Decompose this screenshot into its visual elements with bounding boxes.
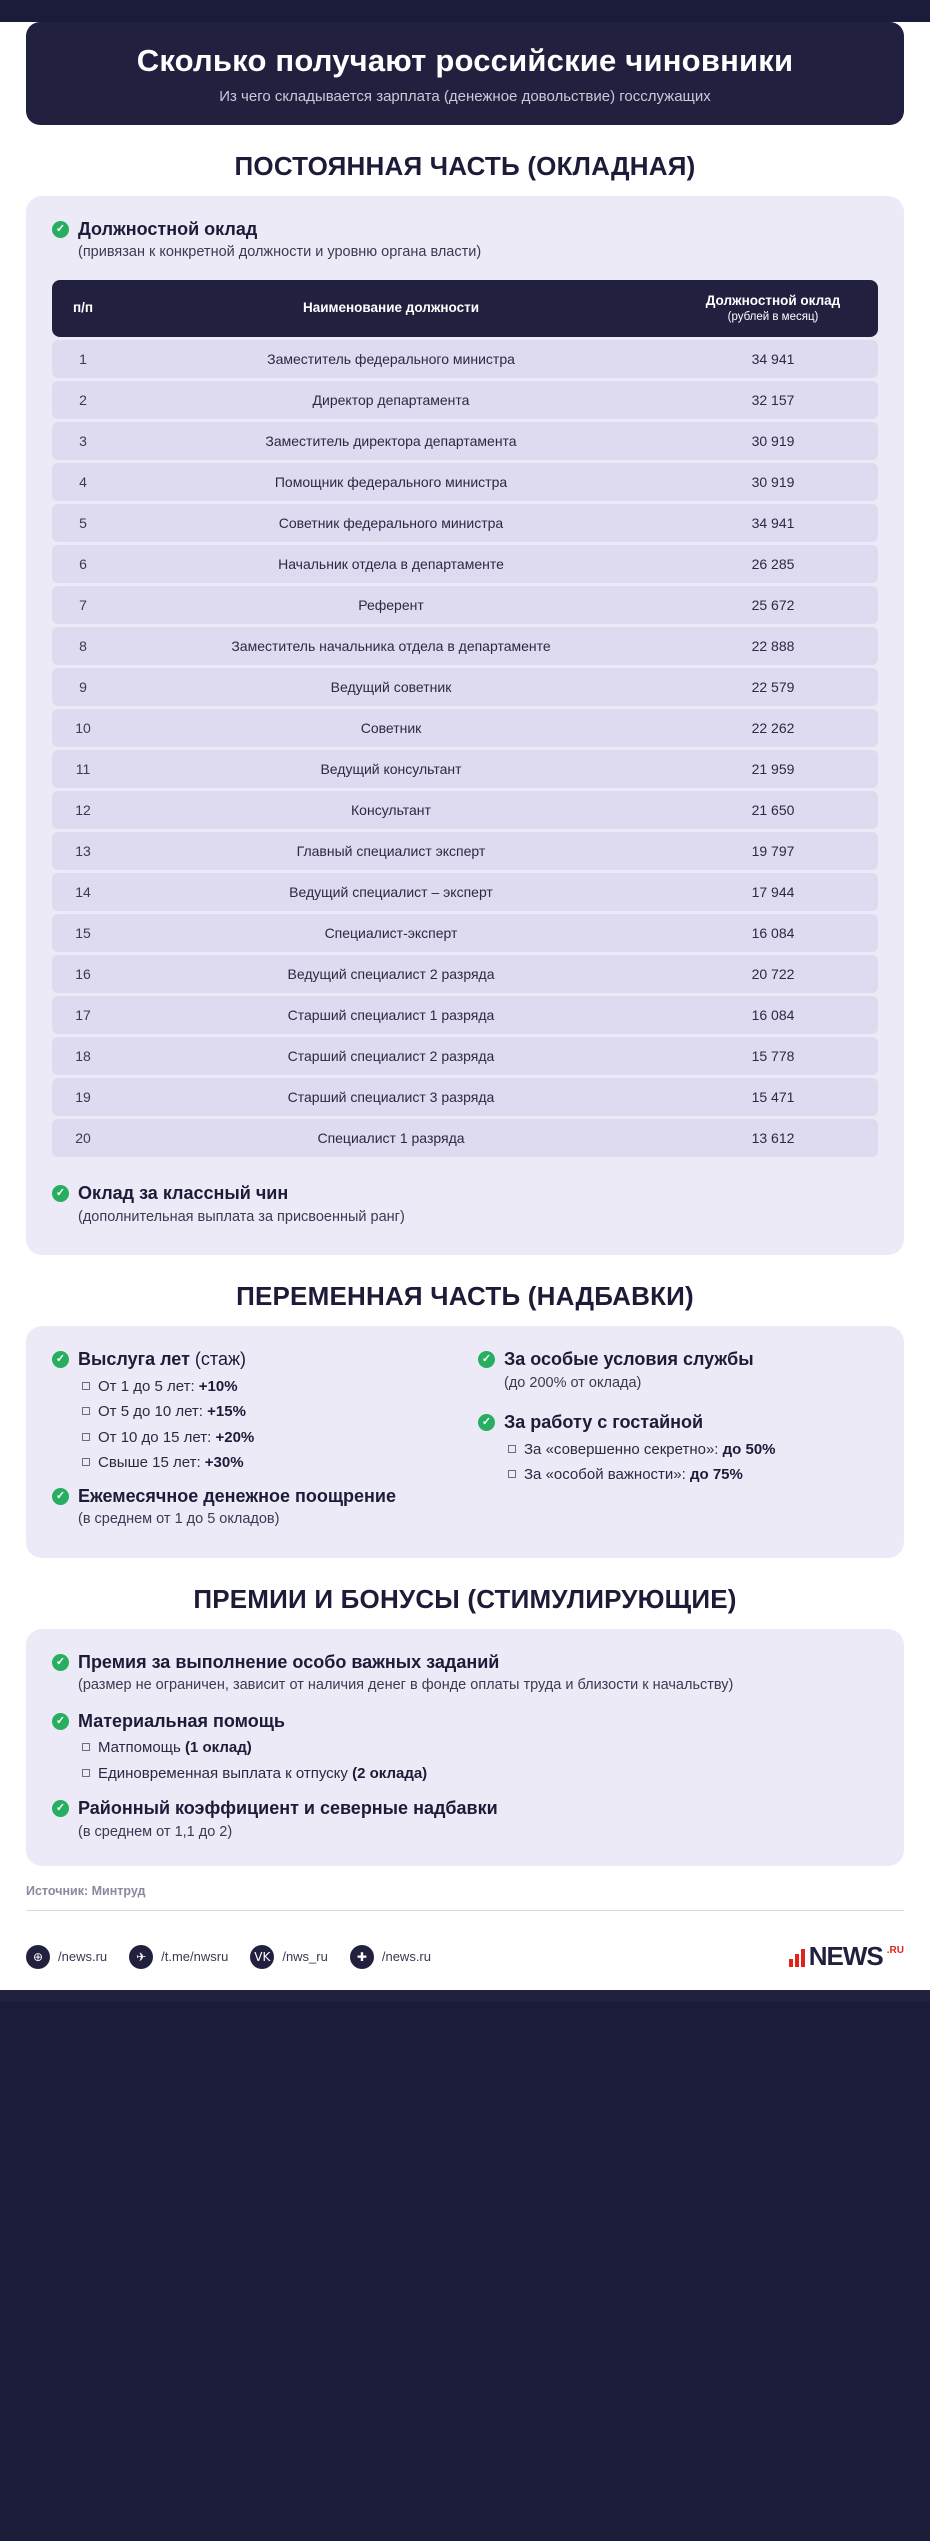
telegram-icon: ✈: [129, 1945, 153, 1969]
cell-name: Старший специалист 1 разряда: [114, 996, 668, 1034]
square-bullet-icon: [82, 1407, 90, 1415]
cell-name: Заместитель директора департамента: [114, 422, 668, 460]
social-label: /nws_ru: [282, 1949, 328, 1965]
square-bullet-icon: [82, 1433, 90, 1441]
check-icon: ✓: [52, 1185, 69, 1202]
panel-constant-part: [26, 196, 904, 1255]
check-icon: ✓: [478, 1351, 495, 1368]
page-footer: [0, 1925, 930, 1990]
cell-num: 1: [52, 340, 114, 378]
cell-name: Старший специалист 3 разряда: [114, 1078, 668, 1116]
cell-salary: 21 650: [668, 791, 878, 829]
square-bullet-icon: [82, 1458, 90, 1466]
cell-num: 9: [52, 668, 114, 706]
item-note: (в среднем от 1,1 до 2): [78, 1823, 233, 1840]
col-header-num: п/п: [52, 280, 114, 337]
cell-num: 19: [52, 1078, 114, 1116]
bullet-item: От 10 до 15 лет: +20%: [82, 1428, 452, 1448]
cell-salary: 17 944: [668, 873, 878, 911]
check-icon: ✓: [52, 1713, 69, 1730]
cell-salary: 30 919: [668, 422, 878, 460]
item-title: Материальная помощь: [78, 1710, 285, 1731]
cell-num: 4: [52, 463, 114, 501]
cell-name: Директор департамента: [114, 381, 668, 419]
table-row: [52, 504, 878, 542]
section-title-constant: ПОСТОЯННАЯ ЧАСТЬ (ОКЛАДНАЯ): [234, 150, 696, 181]
item-note: (в среднем от 1 до 5 окладов): [78, 1511, 280, 1528]
item-note: (размер не ограничен, зависит от наличия денег в фонде оплаты труда и близости к начальству): [78, 1677, 734, 1694]
cell-num: 6: [52, 545, 114, 583]
check-icon: ✓: [52, 1488, 69, 1505]
variable-column-right: [478, 1348, 878, 1534]
item-title: Районный коэффициент и северные надбавки: [78, 1798, 498, 1819]
cell-name: Ведущий специалист – эксперт: [114, 873, 668, 911]
check-icon: ✓: [52, 1351, 69, 1368]
square-bullet-icon: [82, 1382, 90, 1390]
social-label: /news.ru: [58, 1949, 108, 1965]
cell-num: 18: [52, 1037, 114, 1075]
cell-num: 2: [52, 381, 114, 419]
cell-name: Специалист 1 разряда: [114, 1119, 668, 1157]
bullet-item: Свыше 15 лет: +30%: [82, 1453, 452, 1473]
cell-salary: 25 672: [668, 586, 878, 624]
col-header-salary-main: Должностной оклад: [705, 292, 841, 308]
table-row: [52, 545, 878, 583]
cell-num: 10: [52, 709, 114, 747]
cell-name: Ведущий консультант: [114, 750, 668, 788]
item-special-tasks-premium: [52, 1651, 878, 1696]
check-icon: ✓: [52, 221, 69, 238]
item-title: Должностной оклад: [78, 218, 258, 239]
table-row: [52, 996, 878, 1034]
item-title: Оклад за классный чин: [78, 1183, 289, 1204]
cell-name: Ведущий советник: [114, 668, 668, 706]
bullet-item: За «особой важности»: до 75%: [508, 1465, 878, 1485]
cell-salary: 26 285: [668, 545, 878, 583]
brand-logo: [789, 1941, 904, 1972]
table-row: [52, 955, 878, 993]
cell-salary: 15 778: [668, 1037, 878, 1075]
cell-salary: 20 722: [668, 955, 878, 993]
cell-name: Специалист-эксперт: [114, 914, 668, 952]
bottom-bar: [0, 1990, 930, 2002]
footer-divider: [26, 1910, 904, 1911]
square-bullet-icon: [508, 1445, 516, 1453]
cell-salary: 15 471: [668, 1078, 878, 1116]
cell-name: Старший специалист 2 разряда: [114, 1037, 668, 1075]
panel-bonuses: [26, 1629, 904, 1867]
cell-salary: 22 888: [668, 627, 878, 665]
item-class-rank-salary: [52, 1182, 878, 1227]
cell-num: 14: [52, 873, 114, 911]
social-link[interactable]: [250, 1945, 328, 1969]
bullet-item: Матпомощь (1 оклад): [82, 1738, 878, 1758]
variable-column-left: [52, 1348, 452, 1534]
table-header-row: [52, 280, 878, 337]
cell-name: Начальник отдела в департаменте: [114, 545, 668, 583]
section-title-bonuses: ПРЕМИИ И БОНУСЫ (СТИМУЛИРУЮЩИЕ): [193, 1583, 737, 1614]
bullet-item: За «совершенно секретно»: до 50%: [508, 1440, 878, 1460]
cell-salary: 30 919: [668, 463, 878, 501]
square-bullet-icon: [82, 1743, 90, 1751]
cell-salary: 16 084: [668, 914, 878, 952]
table-row: [52, 709, 878, 747]
cell-name: Ведущий специалист 2 разряда: [114, 955, 668, 993]
cell-salary: 16 084: [668, 996, 878, 1034]
cell-name: Помощник федерального министра: [114, 463, 668, 501]
cell-name: Советник федерального министра: [114, 504, 668, 542]
social-links: [26, 1945, 431, 1969]
item-special-conditions: [478, 1348, 878, 1393]
social-link[interactable]: [129, 1945, 228, 1969]
table-row: [52, 627, 878, 665]
table-row: [52, 586, 878, 624]
bullet-item: От 5 до 10 лет: +15%: [82, 1402, 452, 1422]
table-row: [52, 832, 878, 870]
globe-icon: ⊕: [26, 1945, 50, 1969]
item-position-salary: [52, 218, 878, 263]
secret-bullet-list: [508, 1440, 878, 1485]
social-label: /t.me/nwsru: [161, 1949, 229, 1965]
cell-salary: 32 157: [668, 381, 878, 419]
square-bullet-icon: [508, 1470, 516, 1478]
page-title: Сколько получают российские чиновники: [136, 43, 794, 78]
plus-icon: ✚: [350, 1945, 374, 1969]
cell-name: Заместитель начальника отдела в департаменте: [114, 627, 668, 665]
table-row: [52, 340, 878, 378]
help-bullet-list: [82, 1738, 878, 1783]
item-title: Ежемесячное денежное поощрение: [78, 1485, 396, 1506]
table-row: [52, 1078, 878, 1116]
table-row: [52, 750, 878, 788]
cell-num: 20: [52, 1119, 114, 1157]
cell-num: 16: [52, 955, 114, 993]
social-link[interactable]: [26, 1945, 107, 1969]
item-note: (привязан к конкретной должности и уровню органа власти): [78, 244, 482, 261]
check-icon: ✓: [52, 1800, 69, 1817]
cell-salary: 34 941: [668, 340, 878, 378]
item-title: Премия за выполнение особо важных заданий: [78, 1651, 500, 1672]
cell-name: Консультант: [114, 791, 668, 829]
table-row: [52, 422, 878, 460]
table-row: [52, 1119, 878, 1157]
cell-salary: 22 579: [668, 668, 878, 706]
cell-num: 17: [52, 996, 114, 1034]
item-title-main: Выслуга лет: [78, 1349, 190, 1370]
cell-num: 3: [52, 422, 114, 460]
square-bullet-icon: [82, 1769, 90, 1777]
col-header-salary: [668, 280, 878, 337]
item-title: За особые условия службы: [504, 1349, 754, 1370]
col-header-salary-sub: (рублей в месяц): [727, 310, 819, 323]
check-icon: ✓: [478, 1414, 495, 1431]
check-icon: ✓: [52, 1654, 69, 1671]
table-row: [52, 873, 878, 911]
logo-bars-icon: [789, 1947, 805, 1967]
cell-salary: 34 941: [668, 504, 878, 542]
cell-name: Советник: [114, 709, 668, 747]
cell-num: 15: [52, 914, 114, 952]
page-header: [26, 22, 904, 125]
item-state-secret: [478, 1411, 878, 1485]
item-seniority: [52, 1348, 452, 1473]
page-subtitle: Из чего складывается зарплата (денежное довольствие) госслужащих: [219, 87, 711, 105]
item-title: За работу с гостайной: [504, 1412, 704, 1433]
item-note: (до 200% от оклада): [504, 1374, 642, 1391]
cell-salary: 19 797: [668, 832, 878, 870]
table-row: [52, 791, 878, 829]
logo-word: NEWS: [808, 1941, 883, 1972]
bullet-item: Единовременная выплата к отпуску (2 оклада): [82, 1764, 878, 1784]
cell-name: Референт: [114, 586, 668, 624]
item-material-help: [52, 1710, 878, 1784]
item-title: [78, 1348, 246, 1371]
cell-name: Главный специалист эксперт: [114, 832, 668, 870]
cell-num: 12: [52, 791, 114, 829]
panel-variable-part: [26, 1326, 904, 1558]
table-row: [52, 463, 878, 501]
cell-salary: 13 612: [668, 1119, 878, 1157]
social-label: /news.ru: [381, 1949, 431, 1965]
cell-salary: 21 959: [668, 750, 878, 788]
seniority-bullet-list: [82, 1377, 452, 1473]
source-note: Источник: Минтруд: [26, 1884, 146, 1899]
table-row: [52, 381, 878, 419]
item-monthly-incentive: [52, 1485, 452, 1530]
table-row: [52, 914, 878, 952]
cell-salary: 22 262: [668, 709, 878, 747]
social-link[interactable]: [350, 1945, 431, 1969]
cell-num: 8: [52, 627, 114, 665]
cell-num: 11: [52, 750, 114, 788]
bullet-item: От 1 до 5 лет: +10%: [82, 1377, 452, 1397]
vk-icon: VK: [250, 1945, 274, 1969]
section-title-variable: ПЕРЕМЕННАЯ ЧАСТЬ (НАДБАВКИ): [236, 1281, 694, 1312]
item-regional-coefficient: [52, 1797, 878, 1842]
logo-domain: .RU: [886, 1945, 904, 1957]
table-row: [52, 668, 878, 706]
cell-num: 13: [52, 832, 114, 870]
table-row: [52, 1037, 878, 1075]
col-header-name: Наименование должности: [114, 280, 668, 337]
infographic-page: [0, 22, 930, 2002]
salary-table: [52, 277, 878, 1160]
cell-num: 5: [52, 504, 114, 542]
cell-name: Заместитель федерального министра: [114, 340, 668, 378]
item-note: (дополнительная выплата за присвоенный ранг): [78, 1208, 405, 1225]
item-title-thin: (стаж): [194, 1349, 246, 1370]
cell-num: 7: [52, 586, 114, 624]
